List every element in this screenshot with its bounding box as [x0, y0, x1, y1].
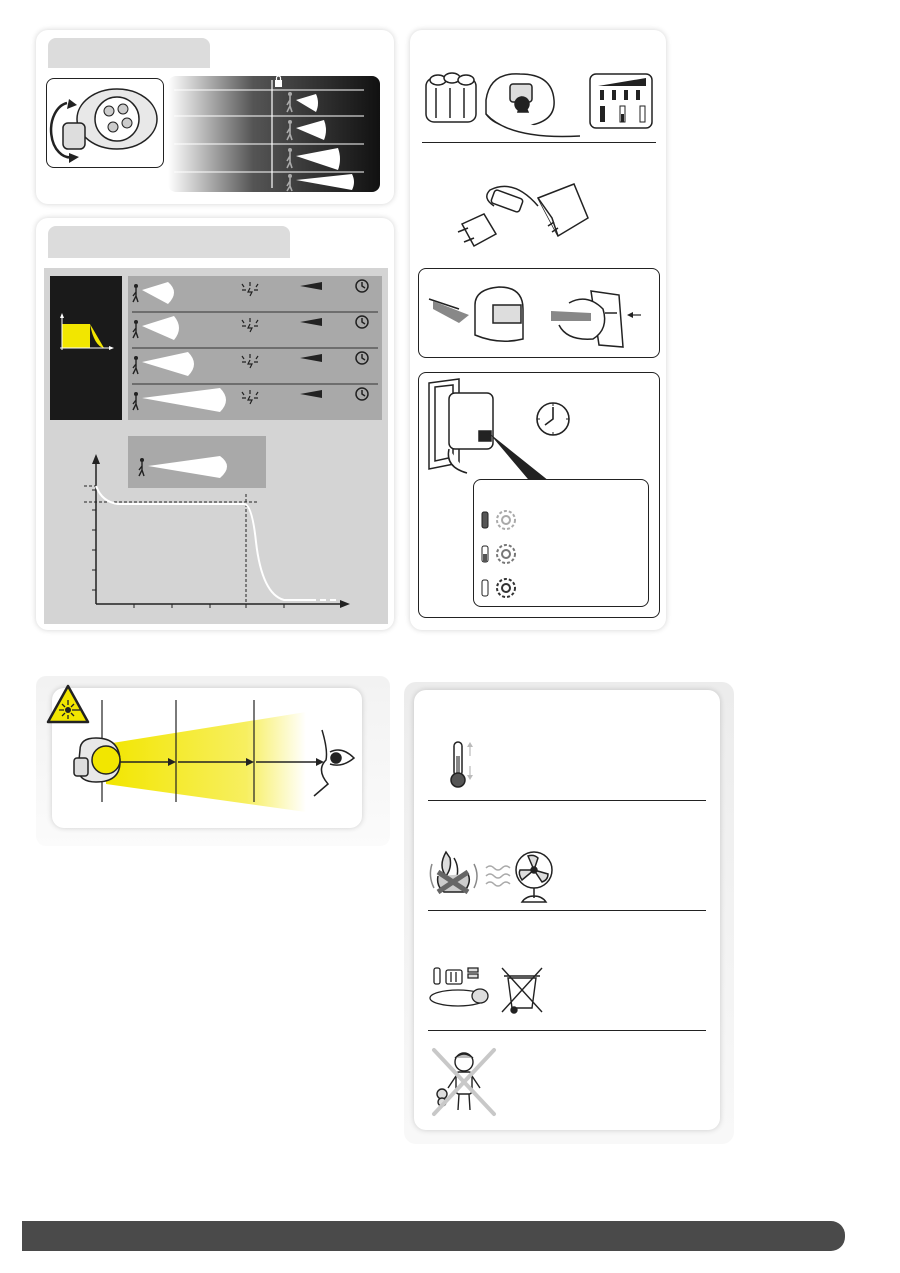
mode-row-2	[287, 120, 326, 140]
charging-divider	[422, 142, 656, 143]
lamp-selector-illustration	[46, 78, 164, 168]
mode-row-4	[287, 174, 354, 191]
crossed-bin-icon	[502, 968, 542, 1013]
headlamp-drawing	[74, 738, 120, 782]
distance-icon	[300, 282, 322, 398]
heat-sources-drawing	[424, 846, 564, 906]
charger-icon	[454, 178, 604, 258]
connection-drawing	[419, 269, 659, 357]
wall-charging-box	[418, 372, 660, 618]
performance-tab	[48, 226, 290, 258]
led-status-legend	[473, 479, 649, 607]
hand-with-lamp	[486, 74, 580, 137]
led-row-empty	[482, 579, 515, 597]
clock-icon	[537, 403, 569, 435]
modes-table	[168, 76, 380, 192]
eye-safety-drawing	[66, 700, 366, 820]
no-children-icon	[428, 1046, 500, 1118]
battery-pack	[426, 73, 476, 122]
led-row-half	[482, 545, 515, 563]
led-row-full	[482, 511, 515, 529]
thermometer-icon	[446, 740, 476, 790]
regulation-graph	[50, 276, 122, 420]
regulation-box	[50, 276, 122, 420]
modes-tab	[48, 38, 210, 68]
warnings-divider-2	[428, 910, 706, 911]
discharge-graph	[84, 452, 354, 612]
connection-box	[418, 268, 660, 358]
rotate-arrow-icon	[47, 99, 87, 159]
performance-table-drawing	[128, 276, 382, 420]
person-icon	[287, 96, 292, 112]
beam-icon	[296, 94, 318, 112]
no-fan-icon	[516, 852, 552, 902]
recycling-drawing	[428, 964, 548, 1014]
warnings-divider-1	[428, 800, 706, 801]
performance-table	[128, 276, 382, 420]
flash-icon	[242, 282, 258, 404]
battery-removal-illustration	[420, 60, 660, 140]
plug-adapter-icon	[458, 214, 496, 246]
footer-bar	[22, 1221, 845, 1251]
clock-icon	[356, 280, 368, 400]
warnings-divider-3	[428, 1030, 706, 1031]
mode-row-3	[287, 148, 340, 170]
mode-row-1	[287, 92, 318, 112]
modes-table-grid	[168, 76, 380, 192]
lock-icon	[275, 76, 282, 87]
no-fire-icon	[430, 852, 477, 892]
battery-level-icon	[590, 74, 652, 128]
led-status-drawing	[474, 480, 648, 606]
